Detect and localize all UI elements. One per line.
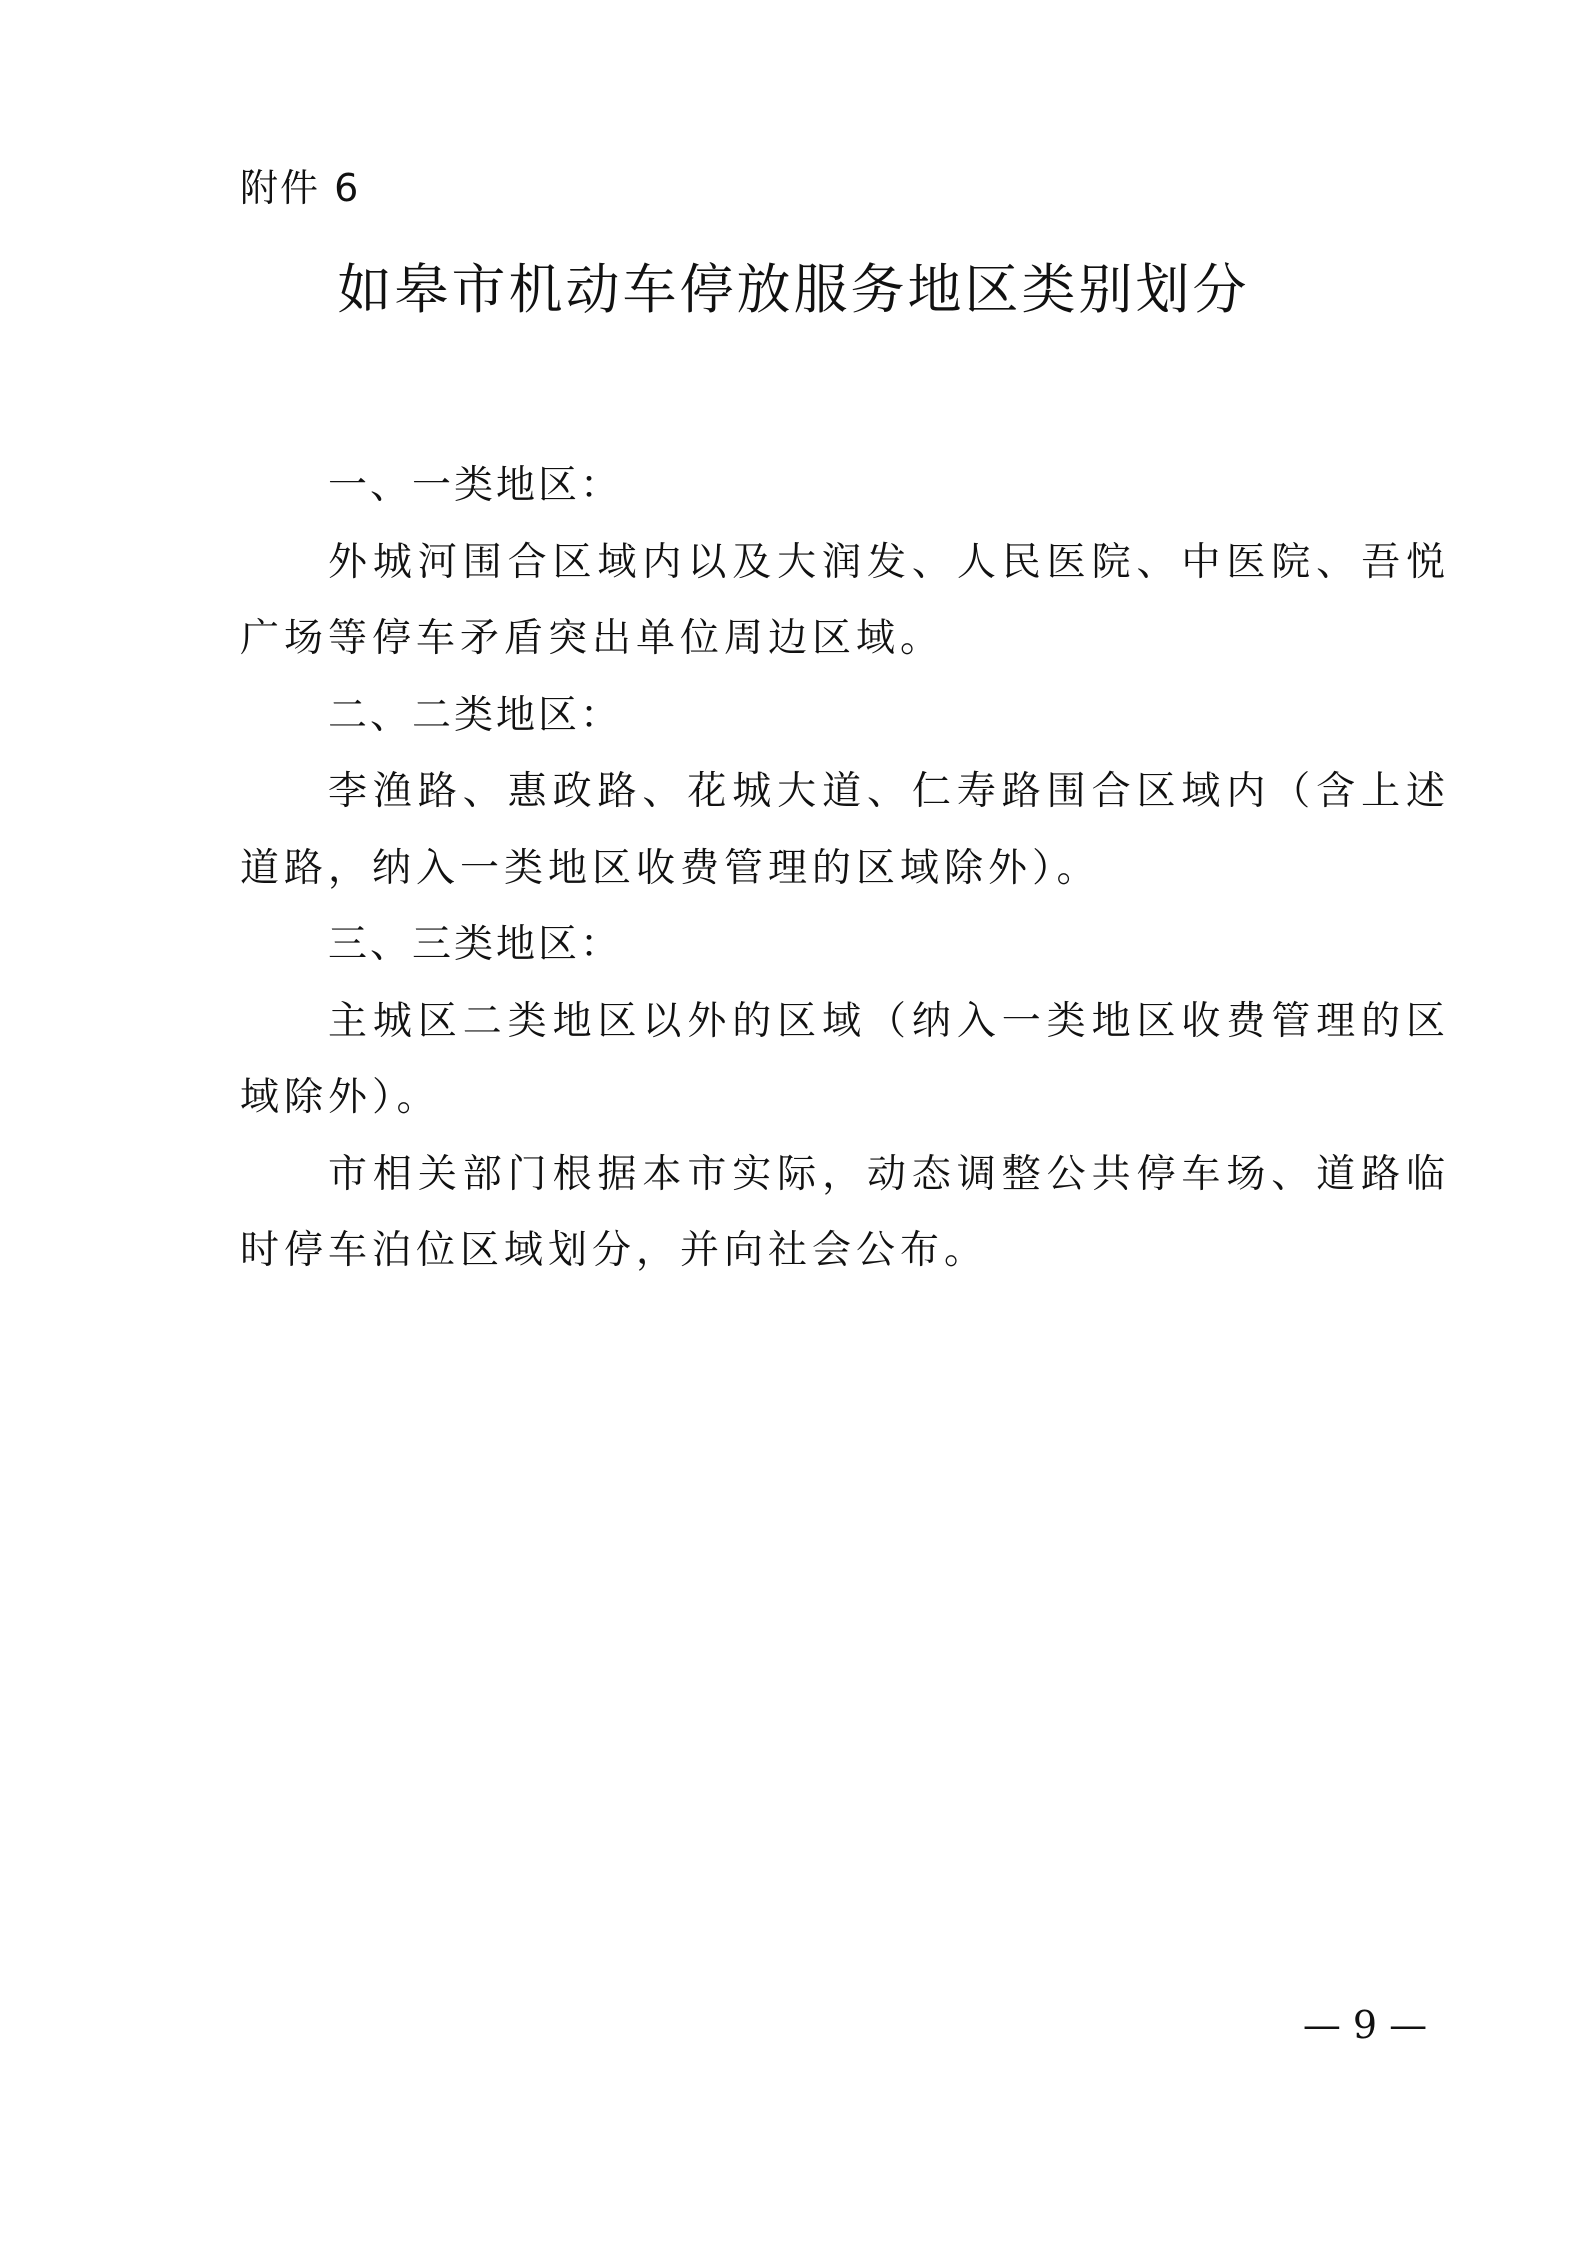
- section-text-class-1: 外城河围合区域内以及大润发、人民医院、中医院、吾悦广场等停车矛盾突出单位周边区域。: [240, 539, 1450, 661]
- closing-paragraph: 市相关部门根据本市实际，动态调整公共停车场、道路临时停车泊位区域划分，并向社会公布。: [240, 1151, 1450, 1273]
- section-heading-class-3: 三、三类地区：: [328, 922, 623, 967]
- section-heading-class-1: 一、一类地区：: [328, 463, 623, 508]
- section-heading-class-2: 二、二类地区：: [328, 692, 623, 738]
- section-text-class-3: 主城区二类地区以外的区域（纳入一类地区收费管理的区域除外）。: [240, 998, 1450, 1120]
- section-text-class-2: 李渔路、惠政路、花城大道、仁寿路围合区域内（含上述道路，纳入一类地区收费管理的区域除外）。: [240, 769, 1450, 891]
- document-title: 如皋市机动车停放服务地区类别划分: [337, 258, 1250, 321]
- document-body: [240, 448, 1450, 1290]
- page-number: — 9 —: [1302, 2003, 1428, 2047]
- attachment-label: 附件 6: [240, 166, 361, 210]
